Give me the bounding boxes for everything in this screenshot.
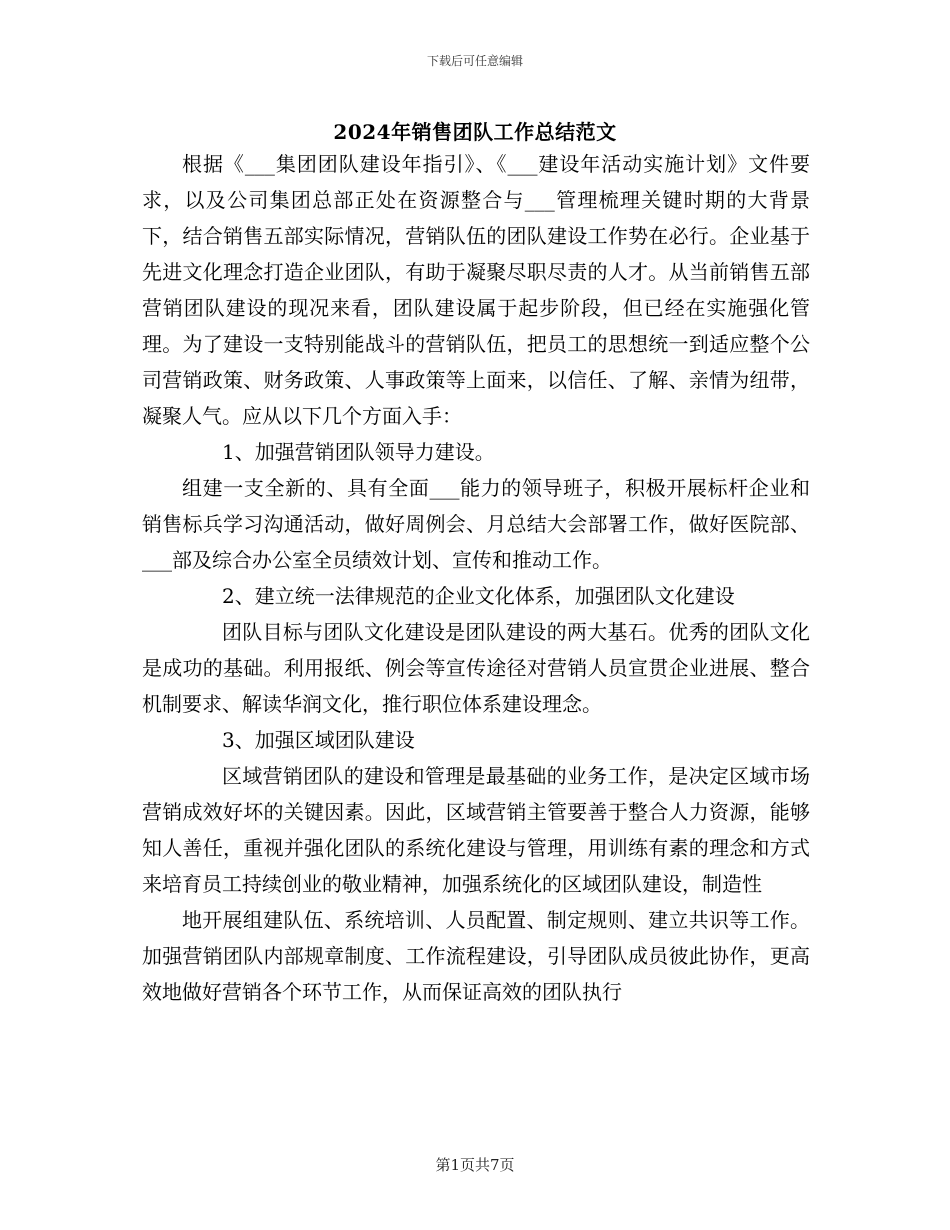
page-footer: 第1页共7页 xyxy=(435,1156,515,1174)
document-body xyxy=(142,146,810,1010)
paragraph-section-2: 团队目标与团队文化建设是团队建设的两大基石。优秀的团队文化是成功的基础。利用报纸、例会等宣传途径对营销人员宣贯企业进展、整合机制要求、解读华润文化，推行职位体系建设理念。 xyxy=(142,620,810,716)
paragraph-section-1: 组建一支全新的、具有全面___能力的领导班子，积极开展标杆企业和销售标兵学习沟通活动，做好周例会、月总结大会部署工作，做好医院部、___部及综合办公室全员绩效计划、宣传和推动工作。 xyxy=(142,476,810,572)
page-header-note: 下载后可任意编辑 xyxy=(426,54,523,68)
section-heading-1: 1、加强营销团队领导力建设。 xyxy=(222,440,495,464)
paragraph-intro: 根据《___集团团队建设年指引》、《___建设年活动实施计划》文件要求，以及公司集团总部正处在资源整合与___管理梳理关键时期的大背景下，结合销售五部实际情况，营销队伍的团队建设工作势在必行。企业基于先进文化理念打造企业团队，有助于凝聚尽职尽责的人才。从当前销售五部营销团队建设的现况来看，团队建设属于起步阶段，但已经在实施强化管理。为了建设一支特别能战斗的营销队伍，把员工的思想统一到适应整个公司营销政策、财务政策、人事政策等上面来，以信任、了解、亲情为纽带，凝聚人气。应从以下几个方面入手： xyxy=(142,152,810,428)
paragraph-section-3-continued: 地开展组建队伍、系统培训、人员配置、制定规则、建立共识等工作。加强营销团队内部规章制度、工作流程建设，引导团队成员彼此协作，更高效地做好营销各个环节工作，从而保证高效的团队执行 xyxy=(142,908,810,1004)
section-heading-2: 2、建立统一法律规范的企业文化体系，加强团队文化建设 xyxy=(222,584,735,608)
section-heading-3: 3、加强区域团队建设 xyxy=(222,728,415,752)
paragraph-section-3: 区域营销团队的建设和管理是最基础的业务工作，是决定区域市场营销成效好坏的关键因素。因此，区域营销主管要善于整合人力资源，能够知人善任，重视并强化团队的系统化建设与管理，用训练有素的理念和方式来培育员工持续创业的敬业精神，加强系统化的区域团队建设，制造性 xyxy=(142,764,810,896)
document-title: 2024年销售团队工作总结范文 xyxy=(333,120,617,144)
